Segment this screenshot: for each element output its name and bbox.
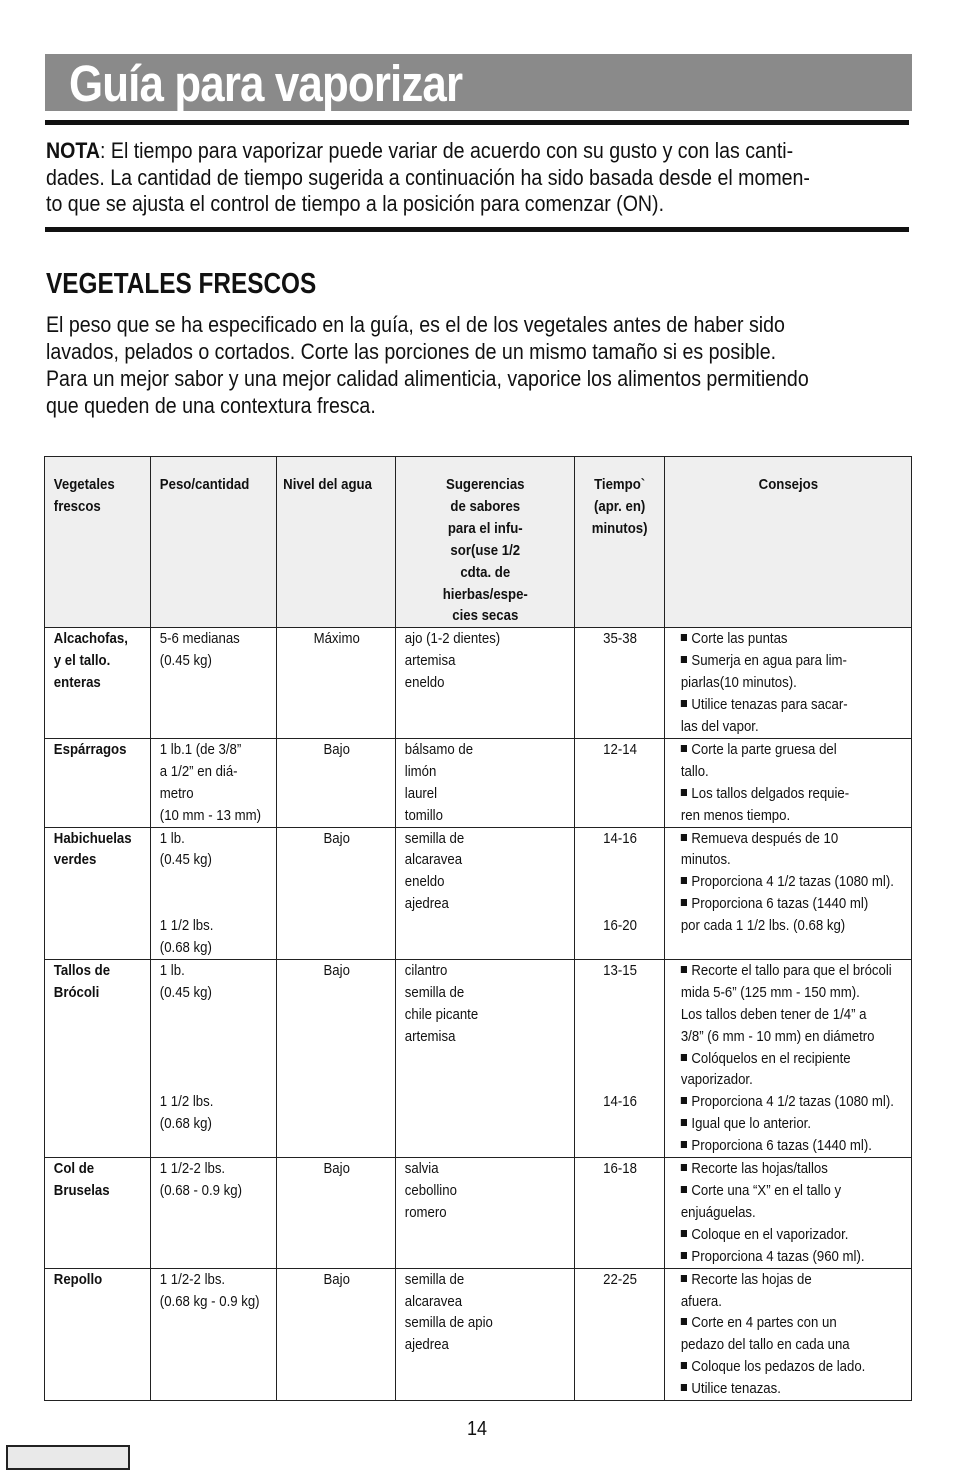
tip-text: Corte en 4 partes con un pedazo del tallo en cada una	[680, 1314, 850, 1354]
bullet-icon	[681, 1362, 687, 1369]
table-header-row	[45, 457, 912, 628]
bullet-icon	[681, 834, 687, 841]
table-row	[45, 628, 912, 739]
tip-text: Coloque en el vaporizador.	[691, 1225, 849, 1243]
tip-item	[681, 828, 912, 872]
header-amount: Peso/cantidad	[151, 457, 277, 628]
tip-item	[681, 628, 912, 650]
amount-cell: 1 1/2-2 lbs. (0.68 kg - 0.9 kg)	[151, 1268, 277, 1400]
tip-text: Igual que lo anterior.	[691, 1115, 812, 1133]
note-line-3: to que se ajusta el control de tiempo a la posición para comenzar (ON).	[46, 191, 665, 216]
tip-item	[681, 960, 912, 1048]
bullet-icon	[681, 1164, 687, 1171]
tip-text: Corte la parte gruesa del tallo.	[680, 740, 837, 780]
tip-item	[681, 1113, 912, 1135]
bullet-icon	[681, 1318, 687, 1325]
tip-text: Recorte las hojas de afuera.	[680, 1270, 812, 1310]
flavors-cell: salvia cebollino romero	[396, 1158, 575, 1269]
bullet-icon	[681, 700, 687, 707]
table-row	[45, 827, 912, 959]
corner-tab	[6, 1445, 130, 1470]
water-level-cell: Bajo	[277, 1268, 396, 1400]
tip-item	[681, 1158, 912, 1180]
tip-item	[681, 1356, 912, 1378]
bullet-icon	[681, 1119, 687, 1126]
table-row	[45, 1268, 912, 1400]
vegetable-cell: Alcachofas, y el tallo. enteras	[45, 628, 151, 739]
tip-item	[681, 1224, 912, 1246]
bullet-icon	[681, 1275, 687, 1282]
bullet-icon	[681, 1252, 687, 1259]
page-number: 14	[466, 1418, 488, 1440]
tip-item	[681, 1246, 912, 1268]
tip-text: Corte una “X” en el tallo y enjuáguelas.	[680, 1182, 842, 1221]
bullet-icon	[681, 789, 687, 796]
note-line-1: : El tiempo para vaporizar puede variar de acuerdo con su gusto y con las canti-	[100, 138, 794, 163]
time-cell: 13-15 14-16	[575, 959, 665, 1157]
water-level-cell: Bajo	[277, 827, 396, 959]
tip-text: Proporciona 4 tazas (960 ml).	[691, 1247, 865, 1265]
tip-item	[681, 1269, 912, 1313]
tips-cell	[665, 827, 912, 959]
time-cell: 22-25	[575, 1268, 665, 1400]
tip-text: Utilice tenazas para sacar- las del vapor.	[680, 696, 848, 735]
intro-line-1: El peso que se ha especificado en la guía, es el de los vegetales antes de haber sido	[46, 312, 785, 337]
tip-text: Proporciona 4 1/2 tazas (1080 ml).	[691, 873, 894, 891]
water-level-cell: Bajo	[277, 738, 396, 827]
flavors-cell: semilla de alcaravea semilla de apio ajedrea	[396, 1268, 575, 1400]
tip-item	[681, 694, 912, 738]
top-rule	[45, 120, 909, 125]
vegetable-cell: Repollo	[45, 1268, 151, 1400]
bullet-icon	[681, 1054, 687, 1061]
page-title: Guía para vaporizar	[69, 55, 463, 112]
tip-item	[681, 650, 912, 694]
note-line-2: dades. La cantidad de tiempo sugerida a continuación ha sido basada desde el momen-	[46, 164, 810, 190]
tip-item	[681, 1135, 912, 1157]
bullet-icon	[681, 634, 687, 641]
title-banner	[45, 54, 912, 111]
vegetable-cell: Col de Bruselas	[45, 1158, 151, 1269]
tip-text: Remueva después de 10 minutos.	[680, 829, 839, 869]
tip-text: Utilice tenazas.	[691, 1380, 781, 1398]
water-level-cell: Bajo	[277, 1158, 396, 1269]
tip-text: Los tallos delgados requie- ren menos tiempo.	[680, 784, 850, 824]
bullet-icon	[681, 1097, 687, 1104]
amount-cell: 1 lb. (0.45 kg) 1 1/2 lbs. (0.68 kg)	[151, 959, 277, 1157]
vegetable-cell: Espárragos	[45, 738, 151, 827]
intro-line-3: Para un mejor sabor y una mejor calidad alimenticia, vaporice los alimentos permitiendo	[46, 366, 809, 391]
time-cell: 16-18	[575, 1158, 665, 1269]
tip-item	[681, 871, 912, 893]
bullet-icon	[681, 877, 687, 884]
tip-text: Sumerja en agua para lim- piarlas(10 minutos).	[680, 652, 847, 692]
tip-item	[681, 1180, 912, 1224]
tip-item	[681, 783, 912, 827]
bullet-icon	[681, 1186, 687, 1193]
bullet-icon	[681, 745, 687, 752]
amount-cell: 5-6 medianas (0.45 kg)	[151, 628, 277, 739]
note-bottom-rule	[45, 227, 909, 232]
flavors-cell: semilla de alcaravea eneldo ajedrea	[396, 827, 575, 959]
intro-line-2: lavados, pelados o cortados. Corte las porciones de un mismo tamaño si es posible.	[46, 339, 777, 364]
note-paragraph	[46, 138, 916, 218]
time-cell: 35-38	[575, 628, 665, 739]
water-level-cell: Máximo	[277, 628, 396, 739]
tips-cell	[665, 1268, 912, 1400]
tip-text: Corte las puntas	[691, 630, 788, 648]
tip-text: Colóquelos en el recipiente vaporizador.	[680, 1049, 851, 1089]
flavors-cell: bálsamo de limón laurel tomillo	[396, 738, 575, 827]
time-cell: 14-16 16-20	[575, 827, 665, 959]
section-title: VEGETALES FRESCOS	[46, 268, 317, 300]
tip-text: Proporciona 4 1/2 tazas (1080 ml).	[691, 1093, 894, 1111]
tip-text: Recorte las hojas/tallos	[691, 1160, 828, 1178]
tips-cell	[665, 738, 912, 827]
tip-item	[681, 739, 912, 783]
vegetable-cell: Tallos de Brócoli	[45, 959, 151, 1157]
tips-cell	[665, 959, 912, 1157]
bullet-icon	[681, 1384, 687, 1391]
bullet-icon	[681, 966, 687, 973]
steaming-table-wrapper	[44, 456, 911, 1398]
note-label: NOTA	[46, 138, 101, 163]
bullet-icon	[681, 1230, 687, 1237]
bullet-icon	[681, 656, 687, 663]
amount-cell: 1 1/2-2 lbs. (0.68 - 0.9 kg)	[151, 1158, 277, 1269]
steaming-table	[44, 456, 912, 1401]
table-row	[45, 1158, 912, 1269]
flavors-cell: ajo (1-2 dientes) artemisa eneldo	[396, 628, 575, 739]
tip-item	[681, 1378, 912, 1400]
amount-cell: 1 lb. (0.45 kg) 1 1/2 lbs. (0.68 kg)	[151, 827, 277, 959]
vegetable-cell: Habichuelas verdes	[45, 827, 151, 959]
tip-text: Recorte el tallo para que el brócoli mida 5-6” (125 mm - 150 mm). Los tallos deben tener de 1/4” a 3/8” (6 mm - 10 mm) en diámetro	[680, 961, 892, 1045]
tip-item	[681, 1091, 912, 1113]
tip-item	[681, 893, 912, 937]
header-vegetable: Vegetales frescos	[45, 457, 151, 628]
table-row	[45, 959, 912, 1157]
intro-line-4: que queden de una contextura fresca.	[46, 393, 376, 418]
tip-text: Proporciona 6 tazas (1440 ml) por cada 1 1/2 lbs. (0.68 kg)	[680, 895, 869, 935]
header-tips: Consejos	[665, 457, 912, 628]
tip-text: Coloque los pedazos de lado.	[691, 1358, 866, 1376]
flavors-cell: cilantro semilla de chile picante artemisa	[396, 959, 575, 1157]
tip-text: Proporciona 6 tazas (1440 ml).	[691, 1137, 872, 1155]
bullet-icon	[681, 899, 687, 906]
header-time: Tiempo` (apr. en) minutos)	[575, 457, 665, 628]
amount-cell: 1 lb.1 (de 3/8” a 1/2” en diá- metro (10 mm - 13 mm)	[151, 738, 277, 827]
tips-cell	[665, 628, 912, 739]
tips-cell	[665, 1158, 912, 1269]
tip-item	[681, 1312, 912, 1356]
time-cell: 12-14	[575, 738, 665, 827]
header-flavors: Sugerencias de sabores para el infu- sor(use 1/2 cdta. de hierbas/espe- cies secas	[396, 457, 575, 628]
bullet-icon	[681, 1141, 687, 1148]
header-water: Nivel del agua	[277, 457, 396, 628]
tip-item	[681, 1048, 912, 1092]
water-level-cell: Bajo	[277, 959, 396, 1157]
intro-paragraph	[46, 311, 933, 419]
table-row	[45, 738, 912, 827]
